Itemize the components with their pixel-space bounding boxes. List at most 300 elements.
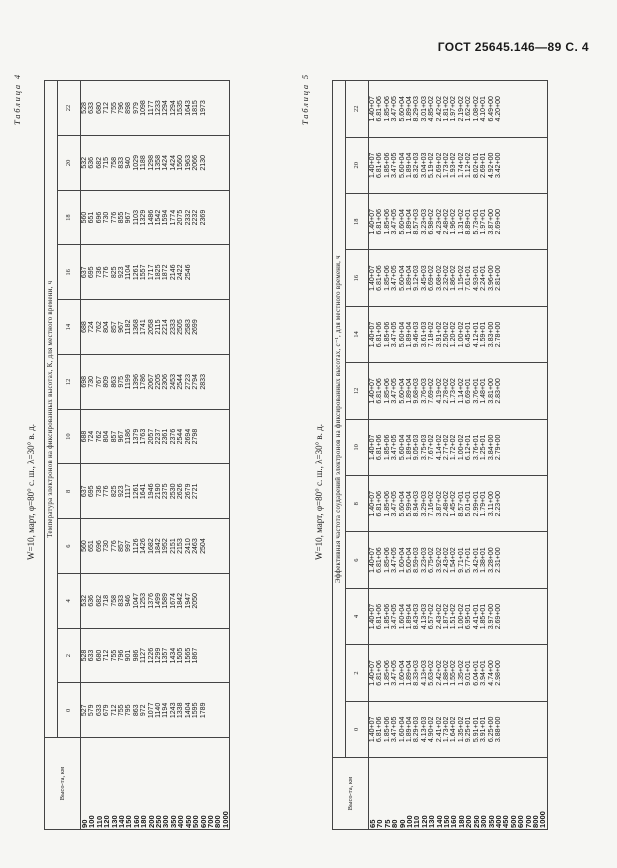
table-cell: 2.42+02: [435, 660, 443, 686]
table-cell: 698: [81, 375, 88, 388]
table-cell: 796: [118, 649, 126, 662]
table-cell: 1.85+06: [383, 716, 391, 743]
height-column-header: Высо-та, км: [333, 758, 369, 830]
table-cell: 715: [103, 156, 111, 169]
table-cell: 2.99+01: [472, 490, 480, 517]
height-value: 75: [382, 819, 392, 828]
table-cell: 3.88+00: [494, 716, 502, 743]
table-cell: 2237: [155, 428, 163, 445]
table-cell: 3.23+03: [420, 208, 428, 235]
table-cell: 2.69+02: [435, 152, 443, 179]
table-cell: 527: [81, 704, 88, 717]
table-cell: 1.86+02: [450, 265, 458, 291]
table-cell: 6.81+06: [376, 716, 384, 743]
table-cell: 4.93+01: [472, 265, 480, 291]
table-cell: 4.90+02: [428, 716, 436, 743]
table-cell: 1126: [132, 538, 140, 554]
table-cell: 2.31+00: [494, 547, 502, 573]
table-cell: 972: [140, 704, 148, 717]
table-cell: 6.81+06: [376, 434, 384, 461]
value-column: [81, 573, 230, 628]
table-cell: 3.47+05: [391, 490, 399, 517]
table-cell: 651: [88, 540, 96, 552]
table-cell: 1.54+02: [450, 547, 458, 573]
table-cell: 8.59+03: [413, 547, 421, 573]
table-cell: 2376: [169, 428, 177, 445]
height-value: 90: [397, 819, 407, 828]
table-cell: 6.95+01: [465, 603, 473, 630]
table-cell: 767: [95, 375, 103, 388]
table-cell: 1774: [169, 209, 177, 226]
value-column: [81, 190, 230, 245]
table-cell: 1.85+06: [383, 660, 391, 686]
table-cell: 2.77+02: [443, 434, 451, 461]
table-cell: 1294: [169, 100, 177, 116]
table-cell: 730: [103, 540, 111, 552]
height-value: 450: [183, 815, 193, 828]
table-cell: 3.42+01: [472, 547, 480, 573]
height-value: 300: [479, 815, 489, 828]
table-cell: 1499: [155, 593, 163, 609]
table-cell: 7.18+02: [428, 321, 436, 348]
table-cell: 1.74+02: [457, 152, 465, 179]
table-cell: 3.83+00: [487, 321, 495, 348]
table-cell: 1595: [192, 702, 200, 719]
table-cell: 6.69+02: [428, 265, 436, 291]
table-cell: 5.60+04: [398, 265, 406, 291]
time-column-header: 2: [346, 645, 369, 701]
table-cell: 4.13+03: [420, 716, 428, 743]
table-cell: 3.01+03: [420, 96, 428, 122]
table-cell: 2.48+02: [443, 208, 451, 235]
table-cell: 2.50+02: [443, 321, 451, 348]
table-cell: 1789: [199, 702, 207, 719]
height-value: 130: [109, 815, 119, 828]
height-value: 120: [419, 815, 429, 828]
table-cell: 560: [81, 211, 88, 224]
table-cell: 1.89+04: [406, 716, 414, 743]
table-cell: 923: [118, 266, 126, 279]
table-cell: 2.48+02: [443, 490, 451, 517]
table-cell: 2375: [162, 483, 170, 500]
height-values: [81, 738, 230, 830]
table-cell: 1.59+01: [480, 321, 488, 348]
value-column: [369, 645, 548, 701]
table-cell: 6.04+01: [472, 660, 480, 686]
table-cell: 6.81+06: [376, 265, 384, 291]
value-column: [81, 81, 230, 136]
table-cell: 809: [103, 375, 111, 388]
height-value: 700: [523, 815, 533, 828]
time-column-header: 18: [58, 190, 81, 245]
table-cell: 2058: [147, 319, 155, 335]
table-cell: 1117: [125, 484, 133, 499]
table-cell: 1.40+07: [369, 490, 376, 517]
table-cell: 3.47+05: [391, 265, 399, 291]
table-cell: 825: [110, 485, 118, 498]
height-value: 350: [168, 815, 178, 828]
table-cell: 1.85+06: [383, 378, 391, 404]
height-value: 150: [442, 815, 452, 828]
table-cell: 2115: [155, 319, 163, 335]
table-cell: 2798: [192, 428, 200, 445]
table-cell: 712: [110, 704, 118, 717]
table-cell: 637: [81, 485, 88, 498]
table-cell: 833: [118, 594, 126, 607]
table-cell: 2067: [147, 374, 155, 390]
table-cell: 3.68+02: [435, 265, 443, 291]
table-cell: 1.89+04: [406, 152, 414, 179]
table-cell: 6.69+01: [465, 378, 473, 404]
height-value: 140: [434, 815, 444, 828]
value-column: [81, 409, 230, 464]
height-value: 800: [213, 815, 223, 828]
table-cell: 8.29+03: [413, 96, 421, 122]
height-value: 200: [146, 815, 156, 828]
height-value: 450: [501, 815, 511, 828]
table-cell: 2.78+00: [494, 321, 502, 348]
table-cell: 2679: [184, 483, 192, 500]
table-cell: 2.43+02: [435, 603, 443, 630]
table-cell: 1643: [184, 100, 192, 116]
table-cell: 2.79+00: [494, 434, 502, 461]
table-cell: 1542: [155, 209, 163, 226]
table-cell: 1434: [169, 647, 177, 664]
table-cell: 1.89+04: [406, 321, 414, 348]
table-cell: 1182: [125, 319, 133, 335]
table-cell: 1486: [147, 209, 155, 226]
table-cell: 6.49+00: [487, 96, 495, 122]
table-cell: 796: [118, 102, 126, 114]
time-column-header: 12: [346, 363, 369, 419]
table-cell: 5.60+04: [398, 96, 406, 122]
table-cell: 724: [88, 430, 96, 443]
table-cell: 758: [110, 594, 118, 607]
table-cell: 2.69+00: [494, 208, 502, 235]
table-cell: 1963: [184, 155, 192, 171]
table-cell: 967: [118, 430, 126, 443]
table-cell: 3.28+00: [487, 547, 495, 573]
table-cell: 6.98+02: [428, 208, 436, 235]
table-cell: 1424: [169, 155, 177, 171]
table-cell: 3.47+05: [391, 152, 399, 179]
table-cell: 1.85+06: [383, 490, 391, 517]
table-cell: 6.12+01: [465, 434, 473, 461]
table-cell: 2544: [177, 374, 185, 390]
table-cell: 651: [88, 211, 96, 224]
table-cell: 762: [95, 430, 103, 443]
table-cell: 3.47+05: [391, 208, 399, 235]
table-cell: 1.62+02: [465, 96, 473, 122]
table-cell: 736: [95, 266, 103, 279]
table-cell: 1825: [155, 264, 163, 281]
table-cell: 1.40+07: [369, 96, 376, 122]
table-cell: 2.23+00: [494, 490, 502, 517]
table-cell: 1682: [147, 538, 155, 554]
table-cell: 1.85+06: [383, 208, 391, 235]
table-5-title: Таблица 5: [300, 73, 310, 125]
table-cell: 9.12+03: [413, 265, 421, 291]
table-cell: 3.92+02: [435, 547, 443, 573]
table-cell: 1.89+04: [406, 434, 414, 461]
table-cell: 1188: [140, 155, 148, 171]
table-cell: 4.41+01: [472, 603, 480, 630]
table-cell: 1560: [177, 155, 185, 171]
table-cell: 633: [95, 704, 103, 717]
table-cell: 2361: [162, 428, 170, 445]
table-cell: 1.40+07: [369, 378, 376, 404]
table-cell: 2075: [177, 209, 185, 226]
table-cell: 6.81+06: [376, 378, 384, 404]
table-cell: 1.79+01: [480, 490, 488, 517]
table-cell: 6.57+02: [428, 603, 436, 630]
table-cell: 1.55+02: [450, 660, 458, 686]
table-cell: 1.73+02: [443, 716, 451, 743]
table-cell: 4.19+02: [435, 378, 443, 404]
table-cell: 1.35+02: [457, 716, 465, 743]
table-cell: 1.89+04: [406, 265, 414, 291]
table-cell: 2723: [184, 374, 192, 390]
table-cell: 1786: [140, 374, 148, 390]
table-cell: 2530: [169, 483, 177, 500]
table-cell: 637: [81, 266, 88, 279]
table-cell: 863: [110, 375, 118, 388]
table-5-caption: W=10, март, φ=80° с. ш., λ=30° в. д.: [314, 424, 324, 560]
table-cell: 8.02+01: [472, 152, 480, 179]
table-cell: 1.15+02: [457, 265, 465, 291]
table-cell: 2504: [199, 538, 207, 554]
table-cell: 528: [81, 649, 88, 662]
height-value: 1000: [538, 811, 548, 828]
time-column-header: 20: [346, 137, 369, 193]
table-cell: 2.42+02: [435, 96, 443, 122]
height-value: 180: [456, 815, 466, 828]
table-cell: 6.81+06: [376, 547, 384, 573]
table-cell: 1.48+01: [480, 378, 488, 404]
table-cell: 680: [95, 649, 103, 662]
table-cell: 6.81+06: [376, 96, 384, 122]
table-cell: 776: [103, 266, 111, 279]
table-cell: 1194: [162, 702, 170, 718]
height-value: 80: [390, 819, 400, 828]
value-column: [369, 194, 548, 250]
table-cell: 776: [110, 540, 118, 552]
height-values: [369, 758, 548, 830]
table-cell: 712: [103, 102, 111, 114]
value-column: [369, 532, 548, 588]
table-cell: 2306: [162, 374, 170, 390]
height-value: 70: [375, 819, 385, 828]
table-cell: 2410: [184, 538, 192, 554]
table-cell: 2151: [169, 538, 177, 554]
table-cell: 1.40+07: [369, 152, 376, 179]
table-cell: 1.89+04: [406, 378, 414, 404]
table-cell: 1103: [132, 210, 140, 226]
time-column-header: 12: [58, 354, 81, 409]
height-value: 110: [94, 815, 104, 828]
page-header: ГОСТ 25645.146—89 С. 4: [437, 40, 589, 54]
table-cell: 9.05+03: [413, 434, 421, 461]
table-cell: 1029: [132, 155, 140, 171]
table-cell: 688: [81, 321, 88, 333]
table-cell: 2369: [199, 209, 207, 226]
table-cell: 9.25+01: [465, 716, 473, 743]
table-cell: 7.69+02: [428, 378, 436, 404]
table-cell: 940: [125, 156, 133, 169]
table-cell: 1233: [155, 100, 163, 116]
table-cell: 758: [110, 156, 118, 169]
table-cell: 2232: [192, 209, 200, 226]
table-cell: 1.00+02: [457, 434, 465, 461]
table-cell: 1140: [155, 702, 163, 718]
table-cell: 863: [132, 704, 140, 717]
table-cell: 2583: [184, 319, 192, 335]
table-cell: 1674: [169, 593, 177, 609]
table-cell: 1104: [125, 264, 133, 280]
table-cell: 679: [103, 704, 111, 717]
height-value: 120: [102, 815, 112, 828]
table-cell: 4.12+01: [472, 321, 480, 348]
table-cell: 855: [118, 211, 126, 224]
table-cell: 3.47+05: [391, 547, 399, 573]
table-cell: 1299: [155, 647, 163, 664]
table-cell: 5.60+04: [398, 378, 406, 404]
table-cell: 2.69+01: [480, 152, 488, 179]
table-cell: 636: [88, 594, 96, 607]
table-cell: 946: [125, 594, 133, 607]
table-5-block: [300, 50, 617, 830]
height-value: 250: [154, 815, 164, 828]
table-cell: 1867: [192, 647, 200, 664]
value-column: [369, 250, 548, 306]
table-cell: 3.47+05: [391, 660, 399, 686]
height-value: 600: [198, 815, 208, 828]
table-cell: 967: [118, 321, 126, 333]
table-cell: 2205: [155, 374, 163, 390]
table-cell: 1.60+04: [398, 660, 406, 686]
table-cell: 1842: [177, 593, 185, 609]
table-cell: 3.94+01: [480, 660, 488, 686]
table-cell: 1.40+07: [369, 603, 376, 630]
table-cell: 633: [88, 649, 96, 662]
table-cell: 2130: [199, 155, 207, 171]
table-cell: 712: [103, 649, 111, 662]
table-cell: 2453: [169, 374, 177, 390]
table-cell: 695: [88, 266, 96, 279]
table-cell: 8.29+03: [413, 716, 421, 743]
table-cell: 1.31+02: [457, 208, 465, 235]
table-cell: 3.61+03: [420, 321, 428, 348]
table-cell: 9.68+03: [413, 378, 421, 404]
time-column-header: 0: [58, 683, 81, 738]
table-cell: 2544: [177, 428, 185, 445]
table-cell: 532: [81, 156, 88, 169]
table-cell: 2146: [169, 264, 177, 281]
table-cell: 1396: [132, 374, 140, 390]
value-column: [81, 300, 230, 355]
table-cell: 5.91+01: [472, 716, 480, 743]
table-cell: 1.97+02: [450, 96, 458, 122]
table-cell: 3.81+00: [487, 378, 495, 404]
value-column: [81, 354, 230, 409]
value-column: [369, 419, 548, 475]
table-cell: 986: [132, 649, 140, 662]
table-cell: 680: [95, 102, 103, 114]
table-cell: 730: [103, 211, 111, 224]
time-column-header: 2: [58, 628, 81, 683]
table-cell: 1.85+06: [383, 434, 391, 461]
table-cell: 1763: [140, 428, 148, 445]
table-4-caption: W=10, март, φ=80° с. ш., λ=30° в. д.: [26, 424, 36, 560]
table-cell: 997: [125, 540, 133, 552]
table-cell: 1.89+04: [406, 208, 414, 235]
time-column-header: 0: [346, 701, 369, 757]
height-column-header: Высо-та, км: [45, 738, 81, 830]
time-column-header: 14: [58, 300, 81, 355]
table-cell: 1298: [147, 155, 155, 171]
table-cell: 7.67+02: [428, 434, 436, 461]
height-value: 90: [80, 819, 89, 828]
table-cell: 5.19+02: [428, 152, 436, 179]
table-cell: 1973: [199, 100, 207, 116]
table-cell: 2463: [192, 538, 200, 554]
table-cell: 2.78+02: [443, 378, 451, 404]
table-cell: 1357: [162, 647, 170, 664]
table-cell: 695: [88, 485, 96, 498]
table-cell: 5.60+04: [398, 490, 406, 517]
table-cell: 3.91+01: [480, 716, 488, 743]
table-cell: 1.20+02: [450, 321, 458, 348]
table-cell: 1.45+02: [450, 490, 458, 517]
table-5: [332, 80, 548, 830]
table-cell: 2721: [192, 483, 200, 500]
table-cell: 1.60+04: [398, 716, 406, 743]
value-column: [81, 135, 230, 190]
table-cell: 8.32+03: [413, 152, 421, 179]
height-value: 110: [412, 815, 422, 828]
table-4-block: [12, 50, 342, 830]
table-cell: 1.85+06: [383, 265, 391, 291]
table-cell: 4.20+00: [494, 96, 502, 122]
table-cell: 1358: [155, 155, 163, 171]
height-value: 65: [368, 819, 377, 828]
table-cell: 1.08+02: [472, 96, 480, 122]
table-subcaption: Температура электронов на фиксированных высотах, К, для местного времени, ч: [45, 81, 58, 738]
table-cell: 3.96+00: [487, 265, 495, 291]
table-cell: 1243: [169, 702, 177, 719]
table-cell: 1376: [147, 593, 155, 609]
height-value: 350: [486, 815, 496, 828]
table-cell: 2626: [177, 483, 185, 500]
table-cell: 3.91+02: [435, 321, 443, 348]
table-cell: 528: [81, 102, 88, 114]
table-cell: 3.47+05: [391, 603, 399, 630]
table-cell: 3.84+00: [487, 434, 495, 461]
table-cell: 3.47+05: [391, 321, 399, 348]
table-cell: 804: [103, 430, 111, 443]
table-cell: 4.85+02: [428, 96, 436, 122]
value-column: [369, 588, 548, 644]
table-cell: 633: [88, 102, 96, 114]
time-column-header: 6: [346, 532, 369, 588]
table-cell: 2699: [192, 319, 200, 335]
time-column-header: 4: [346, 588, 369, 644]
table-cell: 1077: [147, 702, 155, 719]
table-cell: 825: [110, 266, 118, 279]
table-cell: 3.11+00: [487, 491, 495, 517]
table-cell: 3.42+00: [494, 152, 502, 179]
table-cell: 1404: [184, 702, 192, 719]
